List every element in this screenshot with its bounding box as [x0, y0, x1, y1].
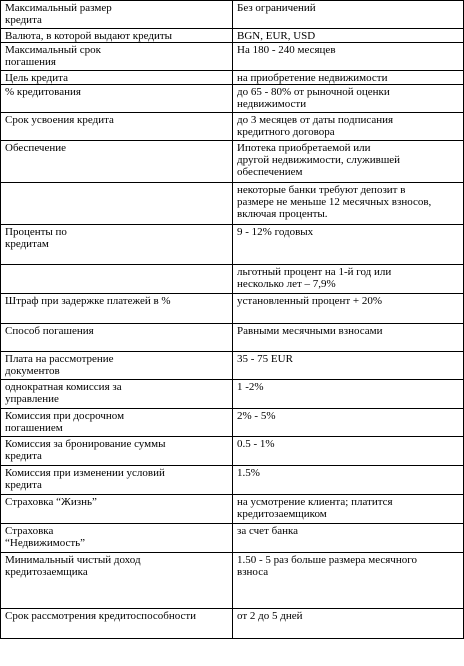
row-label: Максимальный срок погашения: [5, 44, 102, 68]
table-row: [1, 43, 464, 71]
table-row: [1, 466, 464, 495]
row-value: за счет банка: [237, 525, 299, 537]
row-label: Цель кредита: [5, 72, 68, 84]
row-value: Равными месячными взносами: [237, 325, 383, 337]
row-label: Способ погашения: [5, 325, 94, 337]
table-row: [1, 437, 464, 466]
row-value-cell: [233, 437, 464, 466]
row-value-cell: [233, 609, 464, 639]
row-value: 1.5%: [237, 467, 260, 479]
row-label-cell: [1, 43, 233, 71]
row-value-cell: [233, 225, 464, 265]
row-label-cell: [1, 524, 233, 553]
row-label: Страховка “Недвижимость”: [5, 525, 86, 549]
row-value-cell: [233, 29, 464, 43]
row-label-cell: [1, 609, 233, 639]
row-value-cell: [233, 324, 464, 352]
row-value-cell: [233, 85, 464, 113]
table-row: [1, 1, 464, 29]
row-label-cell: [1, 352, 233, 380]
row-value: 1 -2%: [237, 381, 264, 393]
row-value: льготный процент на 1-й год или несколько лет – 7,9%: [237, 266, 392, 290]
row-label-cell: [1, 29, 233, 43]
row-label-cell: [1, 380, 233, 409]
row-value-cell: [233, 380, 464, 409]
table-row: [1, 609, 464, 639]
table-row: [1, 524, 464, 553]
table-row: [1, 29, 464, 43]
table-row: [1, 183, 464, 225]
row-label-cell: [1, 437, 233, 466]
row-value-cell: [233, 265, 464, 294]
row-label: Страховка “Жизнь”: [5, 496, 97, 508]
table-row: [1, 113, 464, 141]
row-value: 0.5 - 1%: [237, 438, 275, 450]
row-value: установленный процент + 20%: [237, 295, 383, 307]
row-label: Срок рассмотрения кредитоспособности: [5, 610, 197, 622]
row-label: Комиссия при изменении условий кредита: [5, 467, 165, 491]
row-value: некоторые банки требуют депозит в размере не меньше 12 месячных взносов, включая проценты.: [237, 184, 432, 220]
table-row: [1, 324, 464, 352]
row-value: 2% - 5%: [237, 410, 276, 422]
row-label: Штраф при задержке платежей в %: [5, 295, 171, 307]
row-value-cell: [233, 466, 464, 495]
table-row: [1, 409, 464, 437]
table-row: [1, 352, 464, 380]
row-value-cell: [233, 553, 464, 609]
row-value-cell: [233, 352, 464, 380]
table-row: [1, 294, 464, 324]
row-value: BGN, EUR, USD: [237, 30, 316, 42]
row-label: Проценты по кредитам: [5, 226, 67, 250]
table-row: [1, 85, 464, 113]
row-label-cell: [1, 409, 233, 437]
row-value: На 180 - 240 месяцев: [237, 44, 336, 56]
row-label: Максимальный размер кредита: [5, 2, 112, 26]
row-value: на приобретение недвижимости: [237, 72, 388, 84]
row-value-cell: [233, 183, 464, 225]
row-value-cell: [233, 495, 464, 524]
row-label: % кредитования: [5, 86, 81, 98]
row-value: 9 - 12% годовых: [237, 226, 314, 238]
row-label: Комиссия за бронирование суммы кредита: [5, 438, 166, 462]
row-value: 1.50 - 5 раз больше размера месячного взноса: [237, 554, 417, 578]
row-value-cell: [233, 294, 464, 324]
row-label-cell: [1, 141, 233, 183]
row-label-cell: [1, 324, 233, 352]
table-row: [1, 225, 464, 265]
row-label-cell: [1, 294, 233, 324]
row-value-cell: [233, 141, 464, 183]
row-value: Без ограничений: [237, 2, 316, 14]
row-label-cell: [1, 225, 233, 265]
row-label: Обеспечение: [5, 142, 66, 154]
table-row: [1, 495, 464, 524]
row-value-cell: [233, 409, 464, 437]
table-row: [1, 553, 464, 609]
row-label: Минимальный чистый доход кредитозаемщика: [5, 554, 141, 578]
row-value: до 65 - 80% от рыночной оценки недвижимости: [237, 86, 390, 110]
row-value: на усмотрение клиента; платится кредитозаемщиком: [237, 496, 393, 520]
row-label: Комиссия при досрочном погашением: [5, 410, 125, 434]
table-row: [1, 265, 464, 294]
row-value: Ипотека приобретаемой или другой недвижимости, служившей обеспечением: [237, 142, 401, 178]
row-label-cell: [1, 495, 233, 524]
row-value-cell: [233, 524, 464, 553]
row-label-cell: [1, 553, 233, 609]
row-label: Валюта, в которой выдают кредиты: [5, 30, 173, 42]
table-row: [1, 71, 464, 85]
row-label-cell: [1, 113, 233, 141]
row-value-cell: [233, 1, 464, 29]
row-label-cell: [1, 265, 233, 294]
row-label-cell: [1, 466, 233, 495]
row-value-cell: [233, 43, 464, 71]
table-row: [1, 141, 464, 183]
row-value: 35 - 75 EUR: [237, 353, 293, 365]
row-label-cell: [1, 71, 233, 85]
row-value: от 2 до 5 дней: [237, 610, 303, 622]
row-value: до 3 месяцев от даты подписания кредитного договора: [237, 114, 394, 138]
row-label: Плата на рассмотрение документов: [5, 353, 114, 377]
row-value-cell: [233, 113, 464, 141]
row-label: Срок усвоения кредита: [5, 114, 114, 126]
row-label-cell: [1, 85, 233, 113]
row-label-cell: [1, 183, 233, 225]
table-row: [1, 380, 464, 409]
row-label-cell: [1, 1, 233, 29]
row-value-cell: [233, 71, 464, 85]
row-label: однократная комиссия за управление: [5, 381, 122, 405]
